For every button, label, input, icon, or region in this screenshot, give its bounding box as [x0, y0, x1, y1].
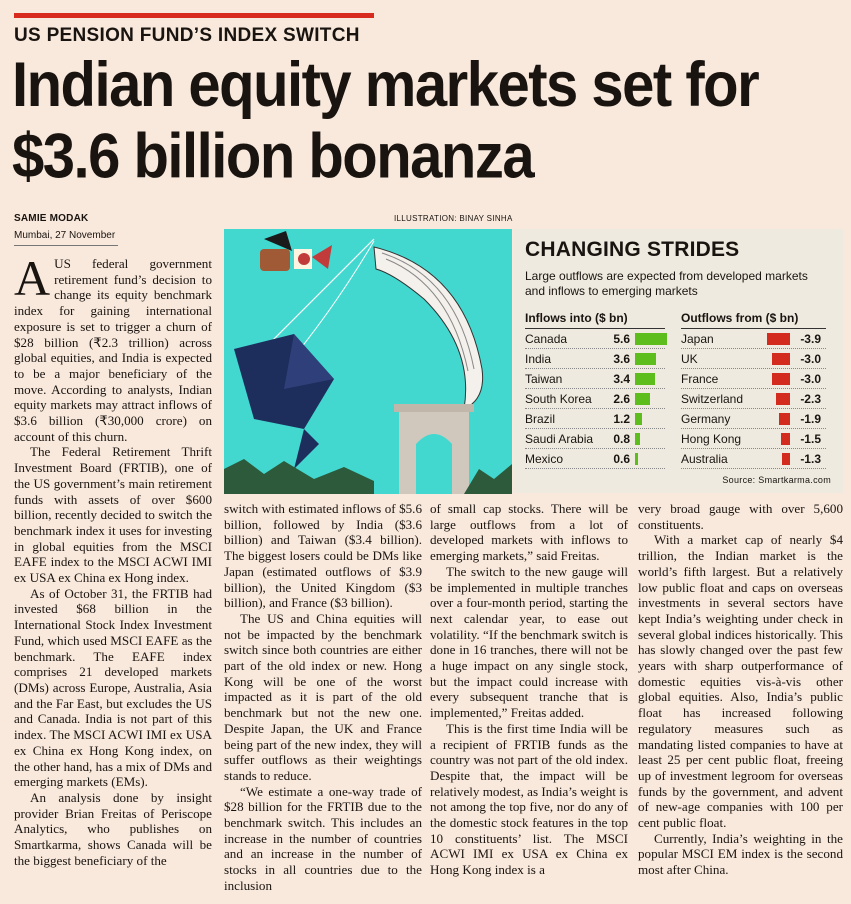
inflows-row	[525, 449, 665, 469]
paragraph: As of October 31, the FRTIB had invested $68 billion in the International Stock Index Investment Fund, which used MSCI EAFE as the benchmark. The EAFE index comprises 21 developed markets (DMs) across Europe, Australia, Asia and the Far East, but excludes the US and Canada. India is not part of this index. The MSCI ACWI IMI ex USA ex China ex Hong Kong index, on the other hand, has a mix of DMs and emerging markets (EMs).	[14, 585, 212, 790]
inflows-value-label: 5.6	[613, 332, 630, 346]
illustration-credit: ILLUSTRATION: BINAY SINHA	[394, 214, 513, 223]
paragraph: The switch to the new gauge will be implemented in multiple tranches over a four-month period, starting the next calendar year, to ease out volatility. “If the benchmark switch is done in 16 tranches, there will not be a huge impact on any single stock, but the impact could increase with every subsequent tranche that is implemented,” Freitas added.	[430, 563, 628, 721]
paragraph: switch with estimated inflows of $5.6 billion, followed by India ($3.6 billion) and Taiwan ($3.4 billion). The biggest losers could be DMs like Japan (estimated outflows of $3.9 billion), the United Kingdom ($3 billion), and France ($3 billion).	[224, 501, 422, 611]
inflows-bar	[635, 353, 656, 365]
outflows-bar	[772, 353, 790, 365]
inflows-bar	[635, 373, 655, 385]
outflows-country-label: France	[681, 372, 719, 386]
outflows-row	[681, 369, 826, 389]
article-column-3	[430, 501, 628, 878]
kicker: US PENSION FUND’S INDEX SWITCH	[14, 25, 360, 46]
inflows-country-label: Mexico	[525, 452, 564, 466]
outflows-row	[681, 429, 826, 449]
inflows-value-label: 3.4	[613, 372, 630, 386]
outflows-row	[681, 349, 826, 369]
inflows-value-label: 1.2	[613, 412, 630, 426]
inflows-row	[525, 369, 665, 389]
paragraph: The US and China equities will not be impacted by the benchmark switch since both countries are either part of the old index or new. Hong Kong will be one of the worst impacted as it is part of the old benchmark but not the new one. Despite Japan, the UK and France being part of the new index, they will suffer outflows as their weightings stands to reduce.	[224, 610, 422, 783]
paragraph: very broad gauge with over 5,600 constituents.	[638, 501, 843, 532]
outflows-header: Outflows from ($ bn)	[681, 311, 826, 329]
paragraph: An analysis done by insight provider Brian Freitas of Periscope Analytics, who publishes on Smartkarma, shows Canada will be the biggest beneficiary of the	[14, 789, 212, 868]
paragraph: AUS federal government retirement fund’s decision to change its equity benchmark index for gaining international exposure is set to trigger a churn of $28 billion (₹2.3 trillion) across global equities, and India is expected to be a major beneficiary of the move. According to analysts, Indian equity markets may attract inflows of $3.6 billion (₹30,000 crore) on account of this churn.	[14, 250, 212, 444]
dateline: Mumbai, 27 November	[14, 230, 118, 246]
headline: Indian equity markets set for $3.6 billion bonanza	[12, 50, 759, 192]
outflows-bar	[767, 333, 790, 345]
paragraph: “We estimate a one-way trade of $28 billion for the FRTIB due to the benchmark switch. This includes an increase in the number of countries and an increase in the number of stocks in all countries due to the inclusion	[224, 783, 422, 893]
paragraph: The Federal Retirement Thrift Investment Board (FRTIB), one of the US government’s main retirement funds with assets of over $600 billion, recently decided to switch the benchmark index it uses for investing in global equities from the MSCI EAFE index to the MSCI ACWI IMI ex USA ex China ex Hong index.	[14, 444, 212, 586]
outflows-row	[681, 389, 826, 409]
outflows-bar	[776, 393, 790, 405]
section-rule	[14, 13, 374, 18]
outflows-bar	[781, 433, 790, 445]
outflows-country-label: Switzerland	[681, 392, 744, 406]
outflows-country-label: Hong Kong	[681, 432, 742, 446]
inflows-country-label: Canada	[525, 332, 568, 346]
inflows-row	[525, 429, 665, 449]
outflows-bar	[782, 453, 790, 465]
inflows-value-label: 2.6	[613, 392, 630, 406]
outflows-country-label: UK	[681, 352, 698, 366]
inflows-bar	[635, 333, 667, 345]
byline: SAMIE MODAK	[14, 213, 89, 224]
inflows-row	[525, 389, 665, 409]
inflows-country-label: Saudi Arabia	[525, 432, 594, 446]
article-column-4	[638, 501, 843, 878]
inflows-value-label: 0.8	[613, 432, 630, 446]
inflows-row	[525, 349, 665, 369]
inflows-bar	[635, 433, 640, 445]
outflows-bar	[772, 373, 790, 385]
inflows-country-label: Brazil	[525, 412, 556, 426]
kite-gate-illustration	[224, 229, 512, 494]
outflows-row	[681, 329, 826, 349]
article-column-2	[224, 501, 422, 894]
outflows-table	[681, 311, 826, 469]
inflows-value-label: 0.6	[613, 452, 630, 466]
outflows-value-label: -2.3	[800, 392, 821, 406]
drop-cap: A	[14, 250, 51, 306]
inflows-row	[525, 409, 665, 429]
chart-subtitle: Large outflows are expected from developed markets and inflows to emerging markets	[525, 269, 808, 298]
inflows-bar	[635, 413, 642, 425]
paragraph: This is the first time India will be a recipient of FRTIB funds as the country was not part of the old index. Despite that, the impact will be relatively modest, as India’s weight is not among the top five, nor do any of the domestic stock features in the top 10 constituents’ list. The MSCI ACWI IMI ex USA ex China ex Hong Kong index is a	[430, 720, 628, 878]
paragraph: of small cap stocks. There will be large outflows from a lot of developed markets with inflows to emerging markets,” said Freitas.	[430, 501, 628, 564]
illustration	[224, 229, 512, 494]
article-column-1	[14, 250, 212, 868]
chart-changing-strides	[513, 229, 843, 493]
inflows-row	[525, 329, 665, 349]
chart-source: Source: Smartkarma.com	[722, 475, 831, 485]
paragraph: Currently, India’s weighting in the popular MSCI EM index is the second most after China.	[638, 830, 843, 878]
outflows-value-label: -1.9	[800, 412, 821, 426]
india-gate-icon	[394, 404, 474, 494]
outflows-country-label: Japan	[681, 332, 714, 346]
inflows-bar	[635, 393, 650, 405]
chart-title: CHANGING STRIDES	[525, 238, 740, 261]
inflows-table	[525, 311, 665, 469]
outflows-value-label: -3.0	[800, 372, 821, 386]
outflows-value-label: -1.5	[800, 432, 821, 446]
outflows-value-label: -1.3	[800, 452, 821, 466]
paragraph: With a market cap of nearly $4 trillion, the Indian market is the world’s fifth largest. But a relatively low public float and caps on overseas investments in several sectors have kept India’s weighting under check in several global indices historically. This has slowly changed over the past few years with sharp outperformance of domestic equities vis-à-vis other global equities. Also, India’s public float has increased following regulatory measures such as mandating listed companies to have at least 25 per cent public float, freeing up of investment legroom for overseas funds by the government, and advent of new-age companies with 100 per cent public float.	[638, 532, 843, 831]
inflows-bar	[635, 453, 638, 465]
outflows-bar	[779, 413, 790, 425]
inflows-country-label: South Korea	[525, 392, 592, 406]
inflows-country-label: India	[525, 352, 552, 366]
outflows-country-label: Germany	[681, 412, 731, 426]
outflows-country-label: Australia	[681, 452, 728, 466]
outflows-value-label: -3.9	[800, 332, 821, 346]
outflows-row	[681, 409, 826, 429]
inflows-header: Inflows into ($ bn)	[525, 311, 665, 329]
inflows-country-label: Taiwan	[525, 372, 563, 386]
outflows-value-label: -3.0	[800, 352, 821, 366]
inflows-value-label: 3.6	[613, 352, 630, 366]
outflows-row	[681, 449, 826, 469]
